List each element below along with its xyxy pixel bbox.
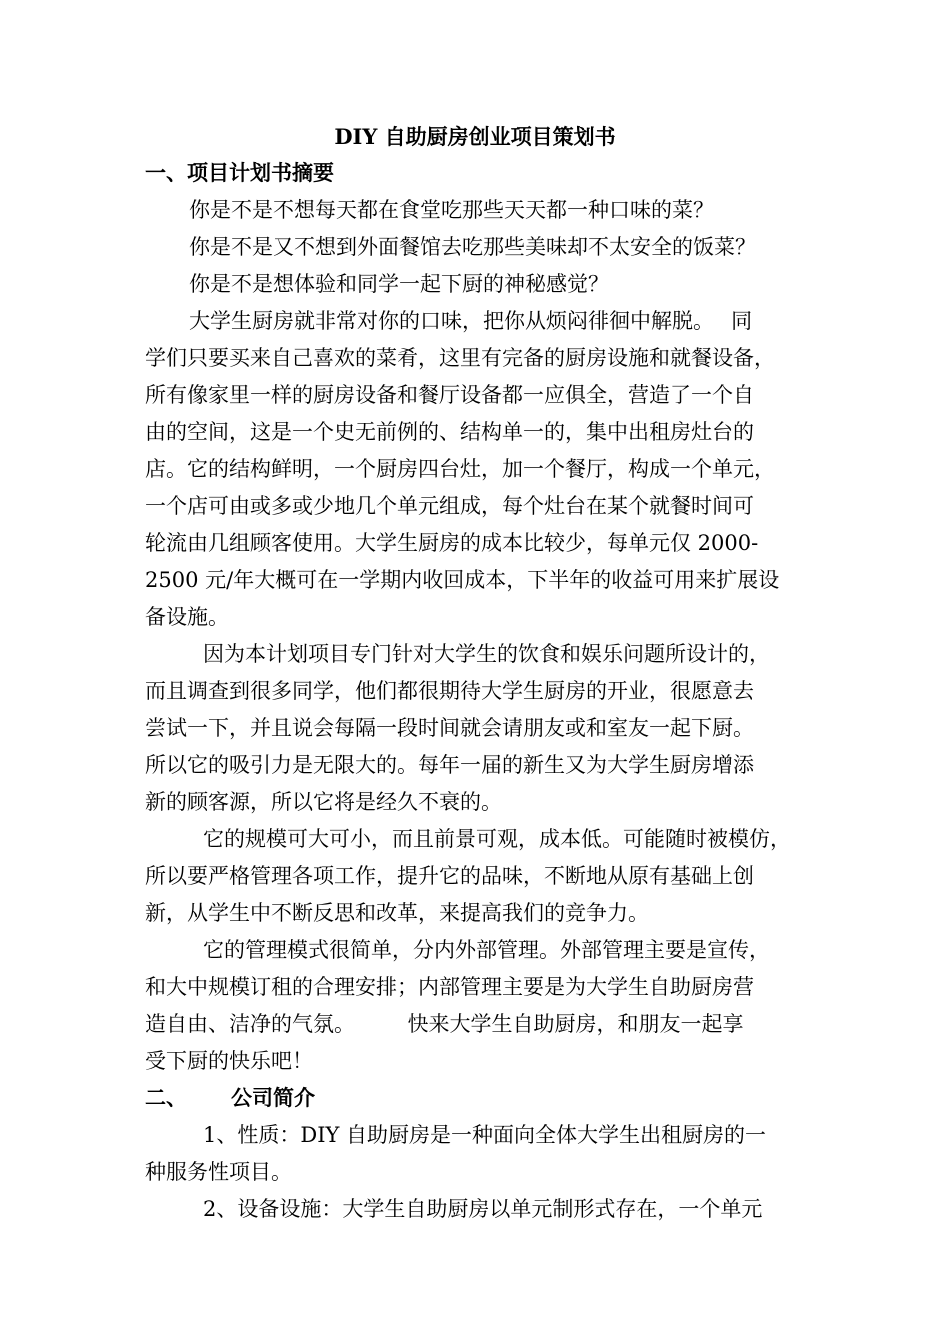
paragraph-line: 轮流由几组顾客使用。大学生厨房的成本比较少，每单元仅 2000- [145, 531, 759, 555]
section1-questions [145, 192, 815, 303]
paragraph-scale [145, 821, 815, 932]
paragraph-intro [145, 303, 815, 636]
paragraph-management [145, 932, 815, 1080]
company-nature [145, 1117, 815, 1191]
paragraph-line: 它的规模可大可小，而且前景可观，成本低。可能随时被模仿， [203, 827, 791, 851]
company-facilities [145, 1191, 815, 1228]
section2-title: 公司简介 [231, 1085, 315, 1110]
paragraph-line: 一个店可由或多或少地几个单元组成，每个灶台在某个就餐时间可 [145, 494, 754, 518]
paragraph-line: 它的管理模式很简单，分内外部管理。外部管理主要是宣传， [203, 938, 770, 962]
paragraph-line: 种服务性项目。 [145, 1160, 292, 1184]
paragraph-line: 学们只要买来自己喜欢的菜肴，这里有完备的厨房设施和就餐设备， [145, 346, 775, 370]
paragraph-line: 而且调查到很多同学，他们都很期待大学生厨房的开业，很愿意去 [145, 679, 754, 703]
section1-heading: 一、项目计划书摘要 [145, 160, 334, 185]
section2-heading [145, 1083, 315, 1113]
paragraph-line: 因为本计划项目专门针对大学生的饮食和娱乐问题所设计的， [203, 642, 770, 666]
paragraph-line: 所有像家里一样的厨房设备和餐厅设备都一应俱全，营造了一个自 [145, 383, 754, 407]
paragraph-line: 所以它的吸引力是无限大的。每年一届的新生又为大学生厨房增添 [145, 753, 754, 777]
paragraph-line: 1、性质：DIY 自助厨房是一种面向全体大学生出租厨房的一 [203, 1123, 767, 1147]
question-3: 你是不是想体验和同学一起下厨的神秘感觉？ [189, 272, 609, 296]
paragraph-attraction [145, 636, 815, 821]
question-2: 你是不是又不想到外面餐馆去吃那些美味却不太安全的饭菜？ [189, 235, 756, 259]
paragraph-line: 和大中规模订租的合理安排；内部管理主要是为大学生自助厨房营 [145, 975, 754, 999]
paragraph-line: 备设施。 [145, 605, 229, 629]
paragraph-line: 由的空间，这是一个史无前例的、结构单一的，集中出租房灶台的 [145, 420, 754, 444]
paragraph-line: 店。它的结构鲜明，一个厨房四台灶，加一个餐厅，构成一个单元， [145, 457, 775, 481]
section2-number: 二、 [145, 1085, 187, 1110]
paragraph-line: 尝试一下，并且说会每隔一段时间就会请朋友或和室友一起下厨。 [145, 716, 754, 740]
paragraph-line: 所以要严格管理各项工作，提升它的品味，不断地从原有基础上创 [145, 864, 754, 888]
paragraph-line: 2、设备设施：大学生自助厨房以单元制形式存在，一个单元 [203, 1197, 763, 1221]
paragraph-line: 2500 元/年大概可在一学期内收回成本，下半年的收益可用来扩展设 [145, 568, 780, 592]
paragraph-line: 大学生厨房就非常对你的口味，把你从烦闷徘徊中解脱。 同 [189, 309, 753, 333]
document-title: DIY 自助厨房创业项目策划书 [334, 124, 616, 149]
question-1: 你是不是不想每天都在食堂吃那些天天都一种口味的菜？ [189, 198, 714, 222]
paragraph-line: 新的顾客源，所以它将是经久不衰的。 [145, 790, 502, 814]
paragraph-line: 新，从学生中不断反思和改革，来提高我们的竞争力。 [145, 901, 649, 925]
paragraph-line: 造自由、洁净的气氛。 快来大学生自助厨房，和朋友一起享 [145, 1012, 744, 1036]
paragraph-line: 受下厨的快乐吧！ [145, 1049, 313, 1073]
